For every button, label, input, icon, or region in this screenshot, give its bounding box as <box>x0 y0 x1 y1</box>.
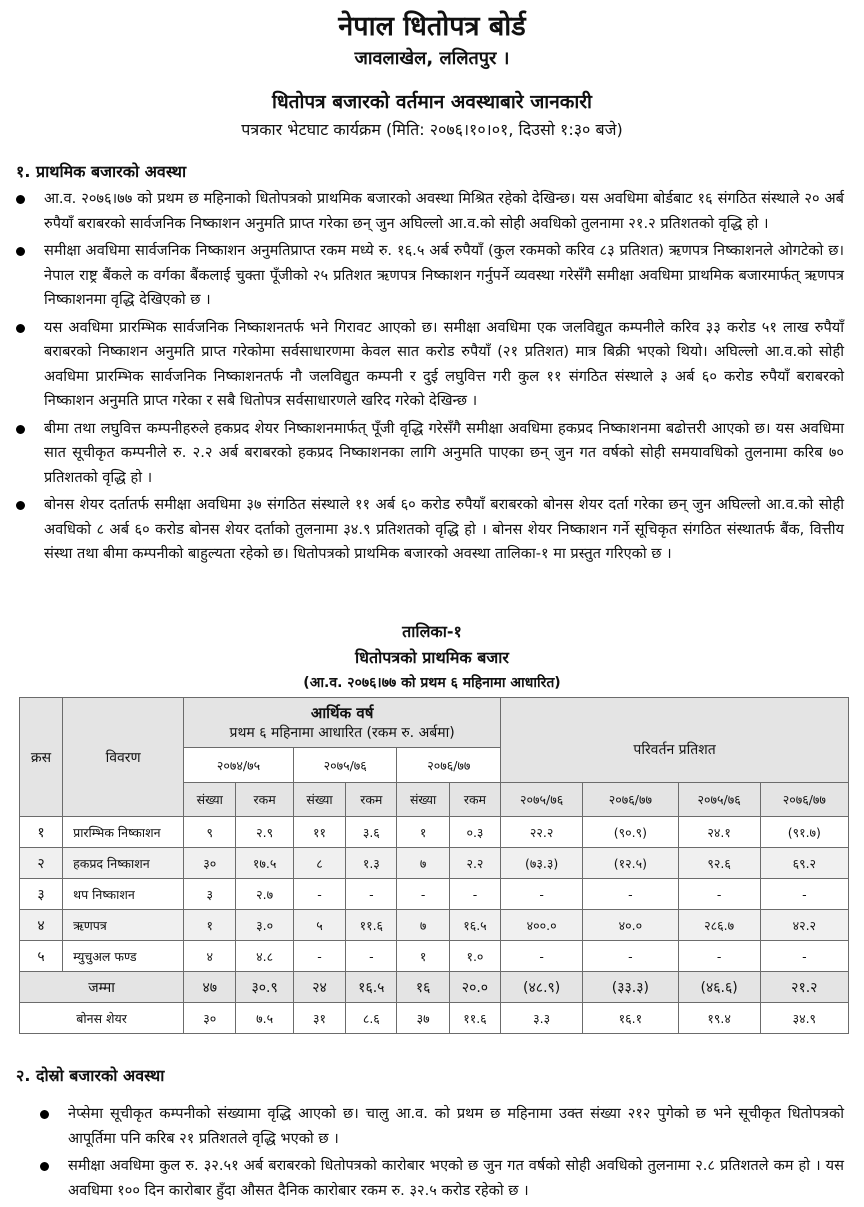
table-label: तालिका-१ <box>402 622 462 641</box>
bonus-value: १९.४ <box>678 1003 760 1034</box>
table-row <box>20 848 849 879</box>
bullet-item: नेप्सेमा सूचीकृत कम्पनीको संख्यामा वृद्धि आएको छ। चालु आ.व. को प्रथम छ महिनामा उक्त संख्या २१२ पुगेको छ भने सूचीकृत धितोपत्रको आपूर्तिमा पनि करिब २१ प्रतिशतले वृद्धि भएको छ । <box>38 1102 844 1151</box>
table-subtitle: (आ.व. २०७६।७७ को प्रथम ६ महिनामा आधारित) <box>303 675 561 691</box>
row-value: ७ <box>397 910 449 941</box>
total-value: ३०.९ <box>236 972 293 1003</box>
row-value: २८६.७ <box>678 910 760 941</box>
header-fiscal-year: आर्थिक वर्ष प्रथम ६ महिनामा आधारित (रकम रु. अर्बमा) <box>184 698 501 748</box>
row-value: १ <box>397 941 449 972</box>
row-value: ४०.० <box>583 910 678 941</box>
row-description: म्युचुअल फण्ड <box>63 941 184 972</box>
bullet-item: समीक्षा अवधिमा सार्वजनिक निष्काशन अनुमतिप्राप्त रकम मध्ये रु. १६.५ अर्ब रुपैयाँ (कुल रकमको करिव ८३ प्रतिशत) ऋणपत्र निष्काशनले ओगटेको छ। नेपाल राष्ट्र बैंकले क वर्गका बैंकलाई चुक्ता पूँजीको २५ प्रतिशत ऋणपत्र निष्काशन गर्नुपर्ने व्यवस्था गरेसँगै समीक्षा अवधिमा प्राथमिक बजारमार्फत् ऋणपत्र निष्काशनमा वृद्धि देखिएको छ । <box>14 239 844 313</box>
row-value: ३.० <box>236 910 293 941</box>
row-value: २४.१ <box>678 817 760 848</box>
bonus-value: ८.६ <box>346 1003 397 1034</box>
bullet-icon <box>16 195 25 204</box>
row-description: हकप्रद निष्काशन <box>63 848 184 879</box>
header-change-year: २०७५/७६ <box>678 783 760 817</box>
row-value: - <box>583 879 678 910</box>
primary-market-table <box>19 697 849 1034</box>
row-value: ०.३ <box>449 817 500 848</box>
row-value: - <box>293 941 345 972</box>
row-value: १.३ <box>346 848 397 879</box>
organization-name: नेपाल धितोपत्र बोर्ड <box>338 11 526 42</box>
row-value: ७ <box>397 848 449 879</box>
row-value: २.७ <box>236 879 293 910</box>
row-value: (१२.५) <box>583 848 678 879</box>
row-value: ९२.६ <box>678 848 760 879</box>
header-sn: क्रस <box>20 698 63 817</box>
row-value: (९१.७) <box>760 817 848 848</box>
row-value: (७३.३) <box>501 848 583 879</box>
header-change-year: २०७५/७६ <box>501 783 583 817</box>
bonus-value: ३.३ <box>501 1003 583 1034</box>
bullet-item: बीमा तथा लघुवित्त कम्पनीहरुले हकप्रद शेयर निष्काशनमार्फत् पूँजी वृद्धि गरेसँगै समीक्षा अवधिमा हकप्रद निष्काशनमा बढोत्तरी आएको छ। यस अवधिमा सात सूचीकृत कम्पनीले रु. २.२ अर्ब बराबरको हकप्रद निष्काशनका लागि अनुमति पाएका छन् जुन गत वर्षको सोही समयावधिको तुलनामा करिब ७० प्रतिशतको वृद्धि हो । <box>14 417 844 491</box>
row-value: (९०.९) <box>583 817 678 848</box>
header-amount: रकम <box>236 783 293 817</box>
row-sn: १ <box>20 817 63 848</box>
bullet-item: बोनस शेयर दर्तातर्फ समीक्षा अवधिमा ३७ संगठित संस्थाले ११ अर्ब ६० करोड रुपैयाँ बराबरको बोनस शेयर दर्ता गरेका छन् जुन अघिल्लो आ.व.को सोही अवधिको ८ अर्ब ६० करोड बोनस शेयर दर्ताको तुलनामा ३४.९ प्रतिशतको वृद्धि हो । बोनस शेयर निष्काशन गर्ने सूचिकृत संगठित संस्थातर्फ बैंक, वित्तीय संस्था तथा बीमा कम्पनीको बाहुल्यता रहेको छ। धितोपत्रको प्राथमिक बजारको अवस्था तालिका-१ मा प्रस्तुत गरिएको छ । <box>14 493 844 567</box>
header-count: संख्या <box>397 783 449 817</box>
section-1-heading: १. प्राथमिक बजारको अवस्था <box>16 162 187 181</box>
row-description: ऋणपत्र <box>63 910 184 941</box>
row-value: २.९ <box>236 817 293 848</box>
row-value: ३० <box>184 848 236 879</box>
row-value: १.० <box>449 941 500 972</box>
bonus-label: बोनस शेयर <box>20 1003 184 1034</box>
header-change-year: २०७६/७७ <box>583 783 678 817</box>
row-sn: ४ <box>20 910 63 941</box>
section-2-heading: २. दोस्रो बजारको अवस्था <box>16 1066 165 1085</box>
bullet-icon <box>16 247 25 256</box>
section-2-bullets <box>38 1102 844 1206</box>
row-description: थप निष्काशन <box>63 879 184 910</box>
row-value: - <box>397 879 449 910</box>
bonus-value: ३० <box>184 1003 236 1034</box>
header-change-percent: परिवर्तन प्रतिशत <box>501 698 849 783</box>
row-value: ३ <box>184 879 236 910</box>
row-value: २.२ <box>449 848 500 879</box>
row-sn: २ <box>20 848 63 879</box>
bullet-item: यस अवधिमा प्रारम्भिक सार्वजनिक निष्काशनतर्फ भने गिरावट आएको छ। समीक्षा अवधिमा एक जलविद्युत कम्पनीले करिव ३३ करोड ५१ लाख रुपैयाँ बराबरको निष्काशन अनुमति प्राप्त गरेकोमा सर्वसाधारणमा केवल सात करोड रुपैयाँ (२१ प्रतिशत) मात्र बिक्री भएको थियो। अघिल्लो आ.व.को सोही अवधिमा प्रारम्भिक सार्वजनिक निष्काशनतर्फ नौ जलविद्युत कम्पनी र दुई लघुवित्त गरी कुल ११ संगठित संस्थाले ३ अर्ब ६० करोड रुपैयाँ बराबरको निष्काशन अनुमति प्राप्त गरेका र सबै धितोपत्र सर्वसाधारणले खरिद गरेको देखिन्छ । <box>14 316 844 414</box>
row-value: - <box>293 879 345 910</box>
document-title: धितोपत्र बजारको वर्तमान अवस्थाबारे जानकारी <box>272 91 592 113</box>
row-value: - <box>678 941 760 972</box>
row-value: ४००.० <box>501 910 583 941</box>
table-row <box>20 879 849 910</box>
bonus-value: ३४.९ <box>760 1003 848 1034</box>
total-value: ४७ <box>184 972 236 1003</box>
row-value: - <box>760 879 848 910</box>
total-value: (३३.३) <box>583 972 678 1003</box>
row-value: २२.२ <box>501 817 583 848</box>
table-row <box>20 941 849 972</box>
header-year: २०७६/७७ <box>397 748 501 783</box>
row-value: - <box>346 941 397 972</box>
row-description: प्रारम्भिक निष्काशन <box>63 817 184 848</box>
table-body <box>20 817 849 1034</box>
document-subtitle: पत्रकार भेटघाट कार्यक्रम (मिति: २०७६।१०।०१, दिउसो १:३० बजे) <box>241 120 623 139</box>
bullet-icon <box>16 425 25 434</box>
header-year: २०७५/७६ <box>293 748 397 783</box>
bonus-value: १६.१ <box>583 1003 678 1034</box>
header-count: संख्या <box>184 783 236 817</box>
row-sn: ५ <box>20 941 63 972</box>
row-value: १६.५ <box>449 910 500 941</box>
row-value: ११ <box>293 817 345 848</box>
bullet-item: आ.व. २०७६।७७ को प्रथम छ महिनाको धितोपत्रको प्राथमिक बजारको अवस्था मिश्रित रहेको देखिन्छ। यस अवधिमा बोर्डबाट १६ संगठित संस्थाले २० अर्ब रुपैयाँ बराबरको सार्वजनिक निष्काशन अनुमति प्राप्त गरेका छन् जुन अघिल्लो आ.व.को सोही अवधिको तुलनामा २१.२ प्रतिशतको वृद्धि हो । <box>14 187 844 236</box>
header-amount: रकम <box>449 783 500 817</box>
total-value: (४६.६) <box>678 972 760 1003</box>
row-value: ४.८ <box>236 941 293 972</box>
bullet-icon <box>40 1162 49 1171</box>
row-value: ३.६ <box>346 817 397 848</box>
row-value: - <box>501 879 583 910</box>
row-value: ८ <box>293 848 345 879</box>
bonus-value: ३१ <box>293 1003 345 1034</box>
header-description: विवरण <box>63 698 184 817</box>
row-value: ६९.२ <box>760 848 848 879</box>
total-value: २०.० <box>449 972 500 1003</box>
row-value: - <box>449 879 500 910</box>
total-value: १६ <box>397 972 449 1003</box>
row-value: - <box>583 941 678 972</box>
table-row <box>20 817 849 848</box>
row-value: - <box>501 941 583 972</box>
row-value: ५ <box>293 910 345 941</box>
header-amount: रकम <box>346 783 397 817</box>
total-label: जम्मा <box>20 972 184 1003</box>
section-1-bullets <box>14 187 844 570</box>
total-value: १६.५ <box>346 972 397 1003</box>
bullet-icon <box>16 501 25 510</box>
row-value: - <box>760 941 848 972</box>
table-title: धितोपत्रको प्राथमिक बजार <box>355 648 509 667</box>
row-value: ९ <box>184 817 236 848</box>
bonus-value: ११.६ <box>449 1003 500 1034</box>
table-row <box>20 910 849 941</box>
row-value: - <box>346 879 397 910</box>
total-value: (४८.९) <box>501 972 583 1003</box>
bullet-icon <box>40 1110 49 1119</box>
total-row <box>20 972 849 1003</box>
total-value: २४ <box>293 972 345 1003</box>
row-sn: ३ <box>20 879 63 910</box>
bonus-value: ७.५ <box>236 1003 293 1034</box>
bonus-share-row <box>20 1003 849 1034</box>
header-year: २०७४/७५ <box>184 748 294 783</box>
organization-address: जावलाखेल, ललितपुर । <box>354 48 510 69</box>
total-value: २१.२ <box>760 972 848 1003</box>
row-value: १ <box>397 817 449 848</box>
header-change-year: २०७६/७७ <box>760 783 848 817</box>
bullet-item: समीक्षा अवधिमा कुल रु. ३२.५१ अर्ब बराबरको धितोपत्रको कारोबार भएको छ जुन गत वर्षको सोही अवधिको तुलनामा २.८ प्रतिशतले कम हो । यस अवधिमा १०० दिन कारोबार हुँदा औसत दैनिक कारोबार रकम रु. ३२.५ करोड रहेको छ । <box>38 1154 844 1203</box>
row-value: १ <box>184 910 236 941</box>
row-value: ४ <box>184 941 236 972</box>
bullet-icon <box>16 324 25 333</box>
row-value: ११.६ <box>346 910 397 941</box>
header-count: संख्या <box>293 783 345 817</box>
row-value: - <box>678 879 760 910</box>
bonus-value: ३७ <box>397 1003 449 1034</box>
row-value: ४२.२ <box>760 910 848 941</box>
row-value: १७.५ <box>236 848 293 879</box>
